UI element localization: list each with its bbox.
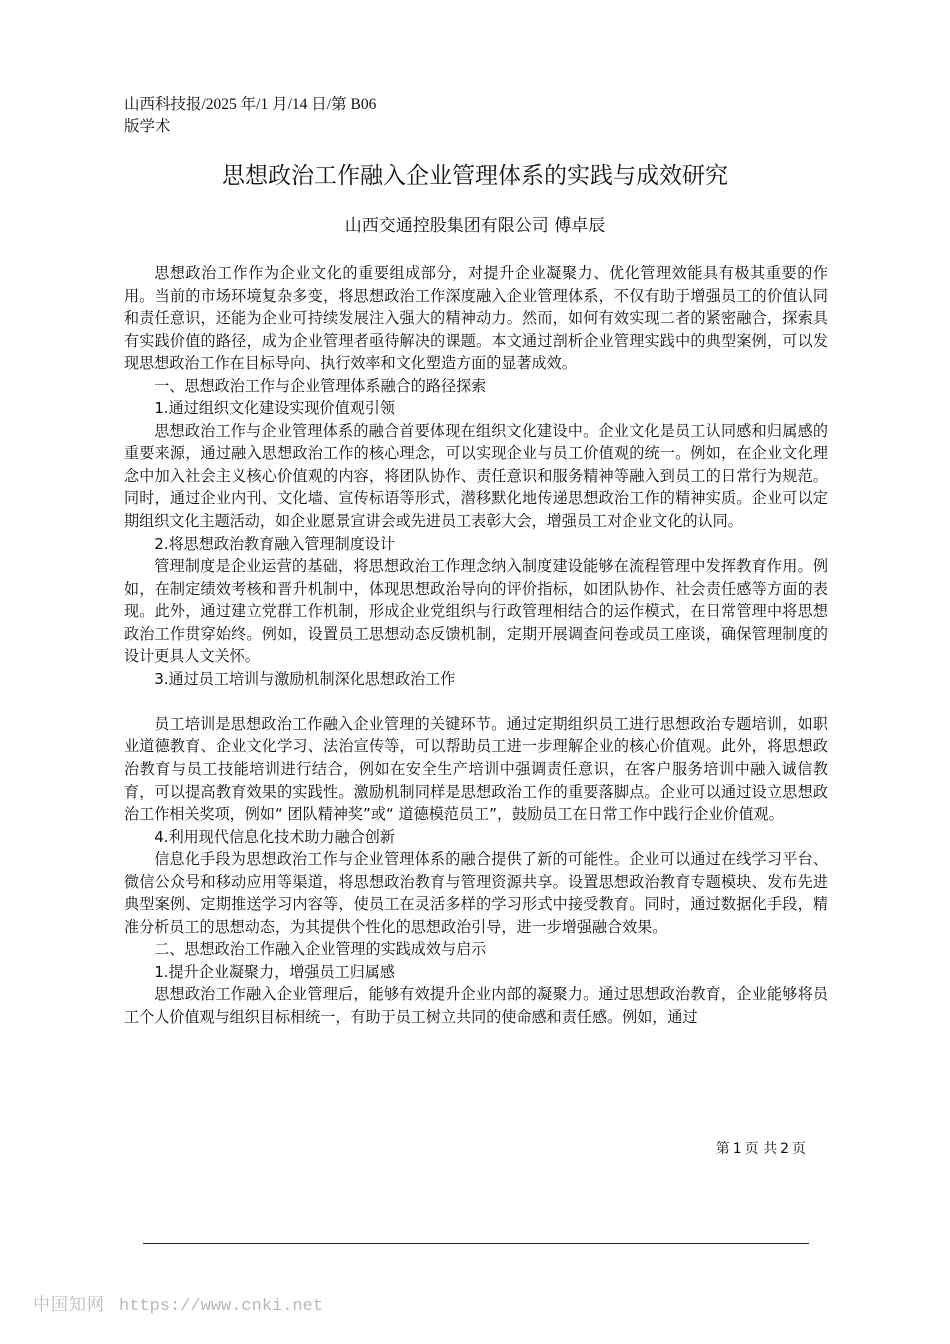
paragraph-culture: 思想政治工作与企业管理体系的融合首要体现在组织文化建设中。企业文化是员工认同感和归属感的重要来源，通过融入思想政治工作的核心理念，可以实现企业与员工价值观的统一。例如，在企业文化理念中加入社会主义核心价值观的内容，将团队协作、责任意识和服务精神等融入到员工的日常行为规范。同时，通过企业内刊、文化墙、宣传标语等形式，潜移默化地传递思想政治工作的精神实质。企业可以定期组织文化主题活动，如企业愿景宣讲会或先进员工表彰大会，增强员工对企业文化的认同。 [124,421,828,531]
watermark-name: 中国知网 [33,1295,105,1315]
page-suffix: 页 [792,1141,806,1157]
page-number [600,1139,806,1159]
article-title: 思想政治工作融入企业管理体系的实践与成效研究 [222,163,728,189]
paragraph-intro: 思想政治工作作为企业文化的重要组成部分，对提升企业凝聚力、优化管理效能具有极其重要的作用。当前的市场环境复杂多变，将思想政治工作深度融入企业管理体系，不仅有助于增强员工的价值认同和责任意识，还能为企业可持续发展注入强大的精神动力。然而，如何有效实现二者的紧密融合，探索具有实践价值的路径，成为企业管理者亟待解决的课题。本文通过剖析企业管理实践中的典型案例，可以发现思想政治工作在目标导向、执行效率和文化塑造方面的显著成效。 [124,264,828,373]
page-total: 2 [780,1141,789,1157]
watermark-url: https://www.cnki.net [119,1297,324,1316]
section-heading-1: 一、思想政治工作与企业管理体系融合的路径探索 [154,376,487,395]
cnki-watermark [33,1293,323,1319]
article-author: 山西交通控股集团有限公司 傅卓辰 [344,216,606,236]
paragraph-training: 员工培训是思想政治工作融入企业管理的关键环节。通过定期组织员工进行思想政治专题培训，如职业道德教育、企业文化学习、法治宣传等，可以帮助员工进一步理解企业的核心价值观。此外，将思想政治教育与员工技能培训进行结合，例如在安全生产培训中强调责任意识，在客户服务培训中融入诚信教育，可以提高教育效果的实践性。激励机制同样是思想政治工作的重要落脚点。企业可以通过设立思想政治工作相关奖项，例如“ 团队精神奖”或“ 道德模范员工”，鼓励员工在日常工作中践行企业价值观。 [124,714,828,824]
publication-source: 山西科技报/2025 年/1 月/14 日/第 B06 版学术 [124,96,377,135]
paragraph-system: 管理制度是企业运营的基础，将思想政治工作理念纳入制度建设能够在流程管理中发挥教育作用。例如，在制定绩效考核和晋升机制中，体现思想政治导向的评价指标，如团队协作、社会责任感等方面的表现。此外，通过建立党群工作机制，形成企业党组织与行政管理相结合的运作模式，在日常管理中将思想政治工作贯穿始终。例如，设置员工思想动态反馈机制，定期开展调查问卷或员工座谈，确保管理制度的设计更具人文关怀。 [124,557,828,666]
subsection-heading-1-4: 4.利用现代信息化技术助力融合创新 [154,827,395,846]
subsection-heading-1-1: 1.通过组织文化建设实现价值观引领 [154,399,395,418]
subsection-heading-1-2: 2.将思想政治教育融入管理制度设计 [154,534,395,553]
subsection-heading-1-3: 3.通过员工培训与激励机制深化思想政治工作 [154,669,456,688]
page-label: 第 [715,1141,730,1157]
page-current: 1 [732,1141,742,1157]
article-body [124,262,828,1029]
footer-divider [143,1243,809,1244]
subsection-heading-2-1: 1.提升企业凝聚力，增强员工归属感 [154,962,395,981]
section-heading-2: 二、思想政治工作融入企业管理的实践成效与启示 [154,940,487,959]
page-middle: 页 共 [744,1141,778,1157]
paragraph-cohesion: 思想政治工作融入企业管理后，能够有效提升企业内部的凝聚力。通过思想政治教育，企业能够将员工个人价值观与组织目标相统一，有助于员工树立共同的使命感和责任感。例如，通过 [124,985,828,1026]
paragraph-digital: 信息化手段为思想政治工作与企业管理体系的融合提供了新的可能性。企业可以通过在线学习平台、微信公众号和移动应用等渠道，将思想政治教育与管理资源共享。设置思想政治教育专题模块、发布先进典型案例、定期推送学习内容等，使员工在灵活多样的学习形式中接受教育。同时，通过数据化手段，精准分析员工的思想动态，为其提供个性化的思想政治引导，进一步增强融合效果。 [124,850,828,936]
